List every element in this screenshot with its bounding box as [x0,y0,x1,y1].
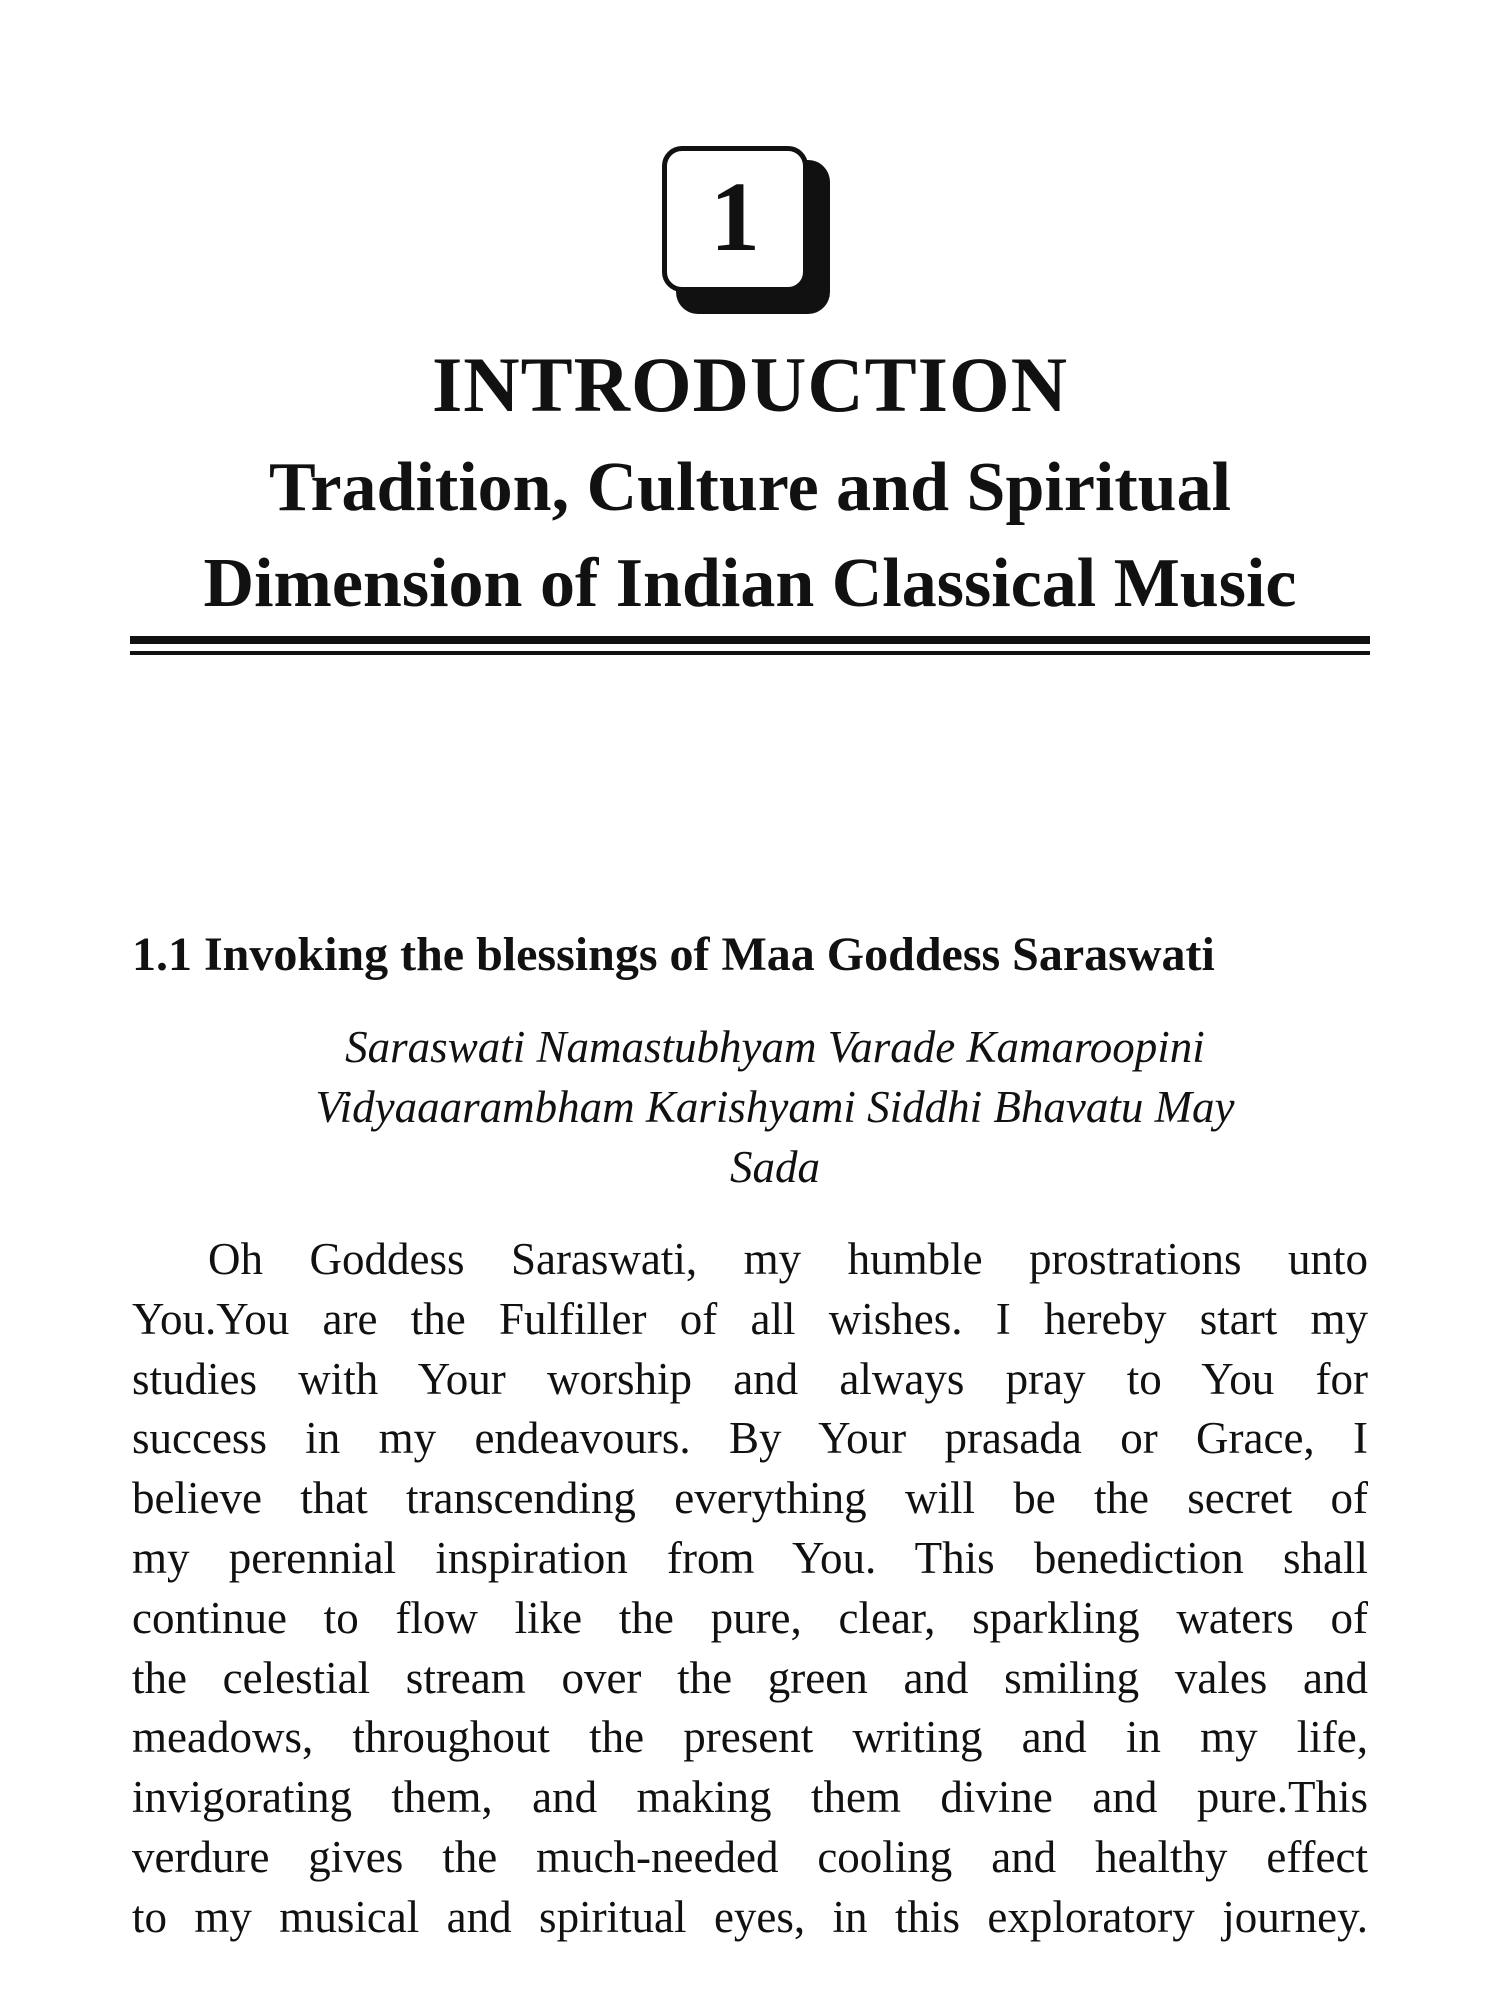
body-line: success in my endeavours. By Your prasada or Grace, I [132,1413,1368,1464]
body-line: believe that transcending everything will be the secret of [132,1473,1368,1524]
chapter-box-frame [662,146,808,292]
body-paragraph [132,1230,1368,1948]
body-line: continue to flow like the pure, clear, sparkling waters of [132,1592,1368,1643]
invocation-verse [200,1017,1350,1197]
verse-line: Saraswati Namastubhyam Varade Kamaroopini [345,1022,1205,1072]
body-line: studies with Your worship and always pray to You for [132,1353,1368,1404]
body-line: verdure gives the much-needed cooling and healthy effect [132,1831,1368,1882]
section-heading: 1.1 Invoking the blessings of Maa Goddess Saraswati [132,928,1215,981]
chapter-number: 1 [710,161,760,272]
body-line: meadows, throughout the present writing and in my life, [132,1712,1368,1763]
title-rule-thick [130,636,1370,644]
body-line: my perennial inspiration from You. This benediction shall [132,1532,1368,1583]
body-line: You.You are the Fulfiller of all wishes. I hereby start my [132,1293,1368,1344]
chapter-title-line: Tradition, Culture and Spiritual [268,449,1232,526]
body-line: invigorating them, and making them divine and pure.This [132,1772,1368,1823]
verse-line: Vidyaaarambham Karishyami Siddhi Bhavatu May [315,1082,1235,1132]
verse-line: Sada [730,1142,820,1192]
body-line: to my musical and spiritual eyes, in this exploratory journey. [132,1891,1368,1942]
title-rule-thin [130,651,1370,655]
chapter-title-line: Dimension of Indian Classical Music [203,545,1297,622]
body-line: the celestial stream over the green and smiling vales and [132,1652,1368,1703]
chapter-label: INTRODUCTION [431,341,1069,428]
chapter-number-box [662,146,832,316]
body-line: Oh Goddess Saraswati, my humble prostrations unto [208,1234,1368,1284]
chapter-title [120,440,1380,632]
